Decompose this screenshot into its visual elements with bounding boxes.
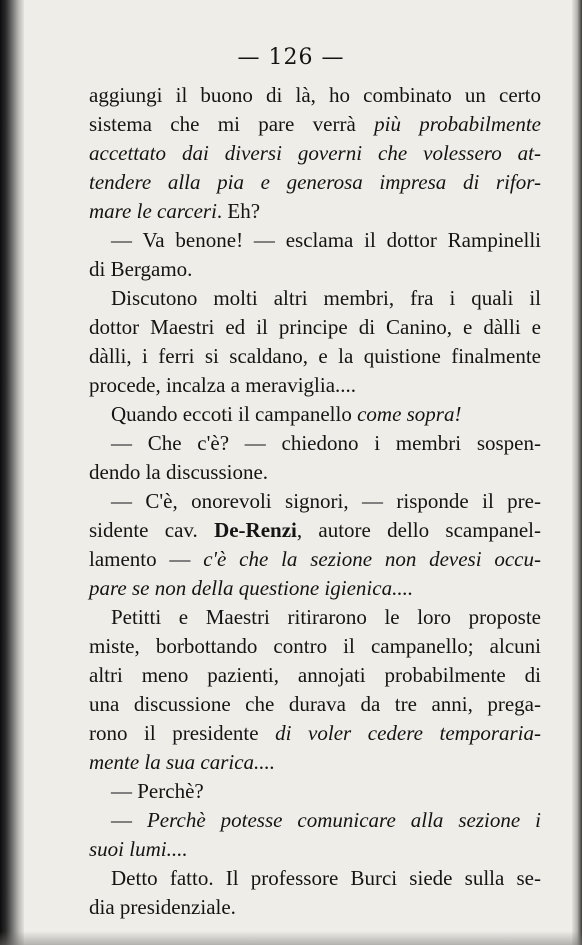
text-segment: suoi lumi.... (89, 837, 188, 861)
text-segment: c'è che la sezione non devesi occu- (203, 547, 541, 571)
text-segment: , autore dello scampanel- (296, 518, 542, 542)
text-segment: come sopra! (357, 402, 462, 426)
text-line (89, 603, 541, 632)
text-segment: mente la sua carica.... (89, 750, 276, 774)
text-segment: sidente cav. (89, 518, 215, 542)
text-segment: di voler cedere temporaria- (275, 721, 541, 745)
text-segment: . Eh? (216, 199, 261, 223)
text-line (89, 284, 541, 313)
text-segment: Detto fatto. Il professore Burci siede sulla se- (111, 866, 541, 890)
text-segment: — Perchè? (111, 779, 204, 803)
text-segment: — (111, 808, 147, 832)
text-segment: più probabilmente (374, 112, 541, 136)
text-line (89, 487, 541, 516)
text-segment: aggiungi il buono di là, ho combinato un certo (89, 83, 541, 107)
text-line (89, 893, 541, 922)
page-bottom-shadow (0, 931, 582, 945)
text-line (89, 690, 541, 719)
text-segment: sistema che mi pare verrà (89, 112, 375, 136)
text-line (89, 516, 541, 545)
text-segment: — C'è, onorevoli signori, — risponde il pre- (111, 489, 541, 513)
text-segment: rono il presidente (89, 721, 276, 745)
text-line (89, 719, 541, 748)
text-line (89, 168, 541, 197)
text-segment: dàlli, i ferri si scaldano, e la quistione finalmente (89, 344, 541, 368)
text-line (89, 342, 541, 371)
text-line (89, 110, 541, 139)
text-line (89, 81, 541, 110)
text-segment: — Che c'è? — chiedono i membri sospen- (111, 431, 541, 455)
text-line (89, 197, 541, 226)
text-line (89, 429, 541, 458)
text-line (89, 864, 541, 893)
page-spine-shadow (0, 0, 24, 945)
page-text-body (89, 81, 541, 922)
text-segment: Discutono molti altri membri, fra i quali il (111, 286, 541, 310)
text-line (89, 574, 541, 603)
text-segment: una discussione che durava da tre anni, prega- (89, 692, 541, 716)
text-line (89, 777, 541, 806)
text-segment: lamento — (89, 547, 204, 571)
text-line (89, 632, 541, 661)
text-line (89, 806, 541, 835)
text-line (89, 458, 541, 487)
page-right-edge (572, 0, 582, 945)
text-segment: accettato dai diversi governi che volessero at- (89, 141, 541, 165)
text-line (89, 545, 541, 574)
page-number: — 126 — (237, 45, 345, 70)
text-segment: Quando eccoti il campanello (111, 402, 358, 426)
text-segment: procede, incalza a meraviglia.... (89, 373, 357, 397)
text-line (89, 313, 541, 342)
text-segment: Petitti e Maestri ritirarono le loro proposte (111, 605, 541, 629)
text-line (89, 226, 541, 255)
text-line (89, 400, 541, 429)
text-line (89, 661, 541, 690)
text-segment: miste, borbottando contro il campanello; alcuni (89, 634, 541, 658)
text-segment: di Bergamo. (89, 257, 193, 281)
text-line (89, 371, 541, 400)
text-segment: De-Renzi (214, 518, 297, 542)
text-segment: tendere alla pia e generosa impresa di rifor- (89, 170, 541, 194)
text-line (89, 139, 541, 168)
text-segment: dendo la discussione. (89, 460, 269, 484)
text-segment: dia presidenziale. (89, 895, 236, 919)
text-segment: pare se non della questione igienica.... (89, 576, 414, 600)
text-segment: altri meno pazienti, annojati probabilmente di (89, 663, 541, 687)
text-line (89, 255, 541, 284)
text-segment: Perchè potesse comunicare alla sezione i (146, 808, 541, 832)
text-line (89, 748, 541, 777)
text-segment: dottor Maestri ed il principe di Canino, e dàlli e (89, 315, 541, 339)
text-segment: mare le carceri (89, 199, 217, 223)
text-line (89, 835, 541, 864)
text-segment: — Va benone! — esclama il dottor Rampinelli (111, 228, 541, 252)
